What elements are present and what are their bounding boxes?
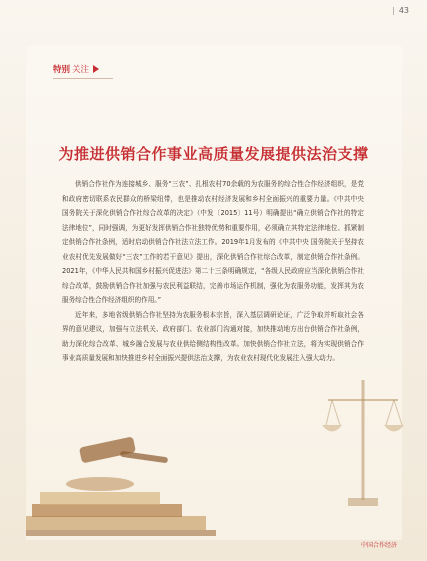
triangle-arrow-icon — [93, 65, 99, 73]
section-tag-underline — [53, 78, 113, 79]
books-illustration — [26, 476, 216, 536]
body-paragraph-1: 供销合作社作为连接城乡、服务“三农”、扎根农村70余载的为农服务的综合性合作经济组织，是党和政府密切联系农民群众的桥梁纽带，也是推动农村经济发展和乡村全面振兴的重要力量。《中共中央 国务院关于深化供销合作社综合改革的决定》（中发〔2015〕11号）明确提出“确立供销合作社的特定法律地位”，同时强调，为更好发挥供销合作社独特优势和重要作用，必须确立其特定法律地位、抓紧制定供销合作社条例，适时启动供销合作社法立法工作。2019年1月发布的《中共中央 国务院关于坚持农业农村优先发展做好“三农”工作的若干意见》提出，深化供销合作社综合改革，制定供销合作社条例。2021年，《中华人民共和国乡村振兴促进法》第二十三条明确规定，“各级人民政府应当深化供销合作社综合改革，鼓励供销合作社加强与农民利益联结，完善市场运作机制，强化为农服务功能，发挥其为农服务综合性合作经济组织的作用。” — [62, 180, 364, 304]
section-tag-bold: 特别 — [53, 65, 71, 75]
page-number-value: 43 — [398, 6, 409, 15]
footer-magazine-name: 中国合作经济 — [360, 542, 397, 549]
body-paragraph-2: 近年来，多地省级供销合作社坚持为农服务根本宗旨，深入基层调研论证，广泛争取并听取社会各界的意见建议，加强与立法机关、政府部门、农业部门沟通对接，加快推动地方出台供销合作社条例，助力深化综合改革、城乡融合发展与农业供给侧结构性改革。加快供销合作社立法，将为实现供销合作事业高质量发展和加快推进乡村全面振兴提供法治支撑，为农业农村现代化发展注入强大动力。 — [62, 310, 364, 362]
scales-of-justice-illustration — [318, 370, 408, 510]
article-title: 为推进供销合作事业高质量发展提供法治支撑 — [58, 145, 369, 163]
section-tag-light: 关注 — [72, 65, 90, 75]
section-tag — [53, 62, 99, 76]
article-body — [62, 177, 364, 366]
page-number-separator: | — [392, 6, 395, 15]
page-number — [392, 6, 409, 15]
